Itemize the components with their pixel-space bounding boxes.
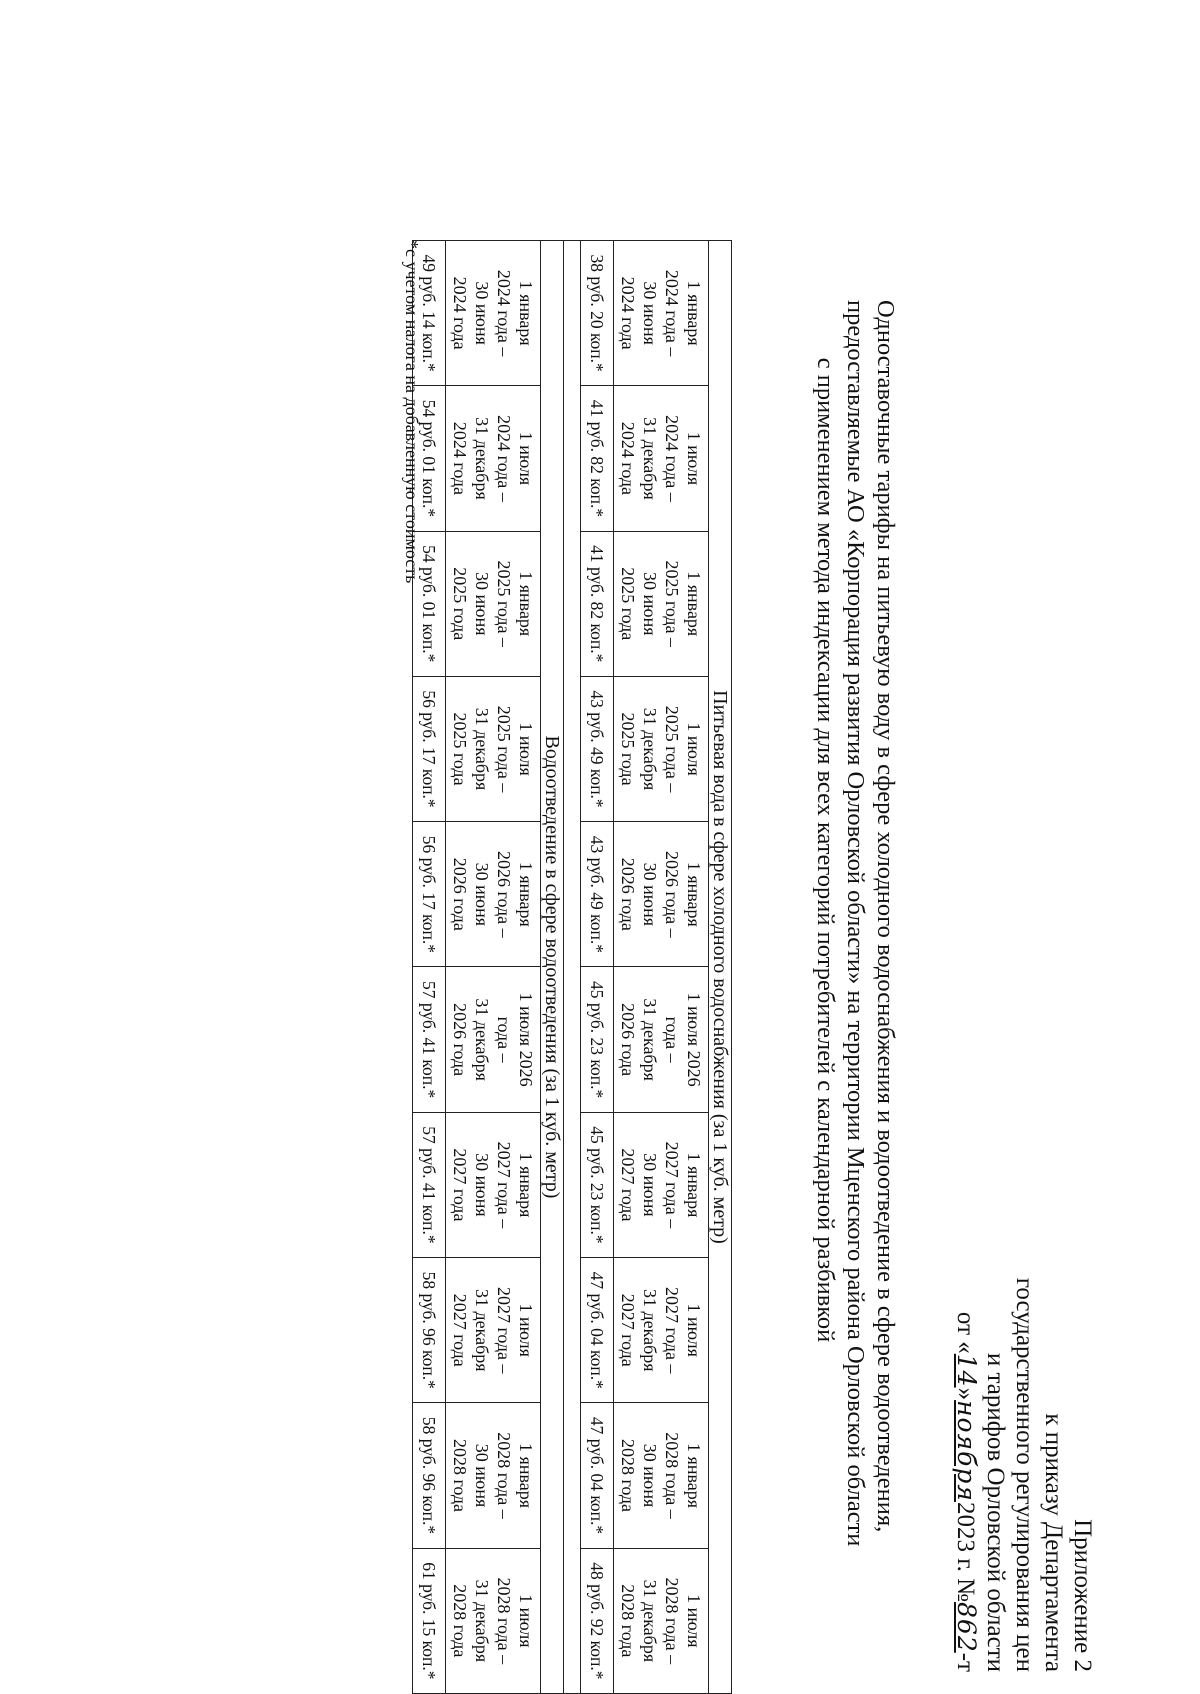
- period-line: 31 декабря: [472, 1288, 492, 1372]
- sewage-tariff-value: 56 руб. 17 коп.*: [413, 822, 446, 967]
- water-tariff-value: 43 руб. 49 коп.*: [581, 676, 614, 821]
- sewage-period-cell: [446, 531, 541, 676]
- water-tariff-value: 47 руб. 04 коп.*: [581, 1258, 614, 1403]
- period-line: 2025 года: [618, 567, 638, 641]
- order-suffix: -т: [952, 1652, 979, 1672]
- period-line: 31 декабря: [640, 707, 660, 791]
- period-line: 2025 года: [618, 712, 638, 786]
- water-tariff-value: 38 руб. 20 коп.*: [581, 241, 614, 386]
- period-line: 30 июня: [640, 281, 660, 345]
- period-line: 2025 года –: [494, 560, 514, 648]
- period-line: 31 декабря: [640, 998, 660, 1081]
- period-line: 1 июля: [516, 1303, 536, 1357]
- section-spacer-row: [564, 241, 581, 1694]
- appendix-order-ref: к приказу Департамента: [1040, 1413, 1067, 1672]
- sewage-period-cell: [446, 822, 541, 967]
- period-line: 1 января: [516, 861, 536, 927]
- period-line: 2028 года –: [494, 1577, 514, 1665]
- period-line: года –: [662, 1016, 682, 1063]
- sewage-tariff-value: 58 руб. 96 коп.*: [413, 1258, 446, 1403]
- water-period-cell: [614, 531, 709, 676]
- period-line: 30 июня: [472, 1443, 492, 1508]
- period-line: 1 января: [684, 1152, 704, 1218]
- period-line: 1 июля: [684, 431, 704, 486]
- section-spacer: [564, 241, 581, 1694]
- period-line: 1 июля: [684, 1594, 704, 1648]
- period-line: 2026 года: [618, 1003, 638, 1077]
- sewage-section-header-row: [541, 241, 564, 1694]
- period-line: 2027 года –: [662, 1141, 682, 1229]
- period-line: 2024 года: [450, 276, 470, 350]
- period-line: 2024 года –: [662, 269, 682, 357]
- period-line: 2028 года: [618, 1584, 638, 1658]
- period-line: 2024 года: [618, 276, 638, 350]
- period-line: 2025 года –: [494, 705, 514, 793]
- sewage-period-cell: [446, 1112, 541, 1257]
- sewage-tariff-value: 49 руб. 14 коп.*: [413, 241, 446, 386]
- title-line-1: Одноставочные тарифы на питьевую воду в сфере холодного водоснабжения и водоотведение в сфере водоотведения,: [872, 300, 899, 1533]
- period-line: 1 января: [516, 280, 536, 346]
- water-tariff-value: 45 руб. 23 коп.*: [581, 1112, 614, 1257]
- period-line: 2028 года –: [662, 1577, 682, 1665]
- period-line: 2026 года –: [494, 851, 514, 938]
- sewage-tariff-value: 54 руб. 01 коп.*: [413, 531, 446, 676]
- period-line: 2024 года: [618, 421, 638, 495]
- water-period-cell: [614, 1112, 709, 1257]
- period-line: 1 июля: [684, 722, 704, 776]
- period-line: 2027 года –: [662, 1286, 682, 1374]
- sewage-period-cell: [446, 241, 541, 386]
- period-line: 30 июня: [472, 281, 492, 345]
- period-line: 2026 года: [618, 857, 638, 931]
- period-line: 1 июля 2026: [516, 992, 536, 1087]
- period-line: 1 июля 2026: [684, 992, 704, 1087]
- period-line: 30 июня: [640, 862, 660, 927]
- date-month: ноября: [952, 1400, 981, 1502]
- sewage-tariff-value: 61 руб. 15 коп.*: [413, 1548, 446, 1693]
- water-period-cell: [614, 676, 709, 821]
- period-line: 2028 года –: [494, 1432, 514, 1519]
- water-period-cell: [614, 822, 709, 967]
- appendix-date-line: [951, 1072, 981, 1672]
- sewage-tariff-value: 58 руб. 96 коп.*: [413, 1403, 446, 1548]
- tariff-table: [412, 240, 732, 1694]
- period-line: 30 июня: [640, 1443, 660, 1508]
- period-line: 2027 года: [450, 1293, 470, 1367]
- period-line: 31 декабря: [472, 998, 492, 1081]
- period-line: 31 декабря: [472, 1579, 492, 1663]
- period-line: 30 июня: [472, 571, 492, 636]
- period-line: 1 июля: [684, 1303, 704, 1357]
- period-line: 1 января: [516, 571, 536, 637]
- period-line: 1 января: [516, 1152, 536, 1218]
- water-tariff-value: 47 руб. 04 коп.*: [581, 1403, 614, 1548]
- period-line: 2024 года –: [494, 415, 514, 502]
- period-line: 2027 года –: [494, 1286, 514, 1374]
- period-line: 2025 года: [450, 567, 470, 641]
- period-line: 31 декабря: [640, 1288, 660, 1372]
- period-line: 1 июля: [516, 722, 536, 776]
- period-line: 2028 года: [450, 1584, 470, 1658]
- water-period-cell: [614, 967, 709, 1112]
- sewage-tariff-value: 56 руб. 17 коп.*: [413, 676, 446, 821]
- water-period-cell: [614, 1548, 709, 1693]
- period-line: 2024 года –: [662, 415, 682, 502]
- period-line: 2025 года –: [662, 705, 682, 793]
- sewage-period-cell: [446, 1403, 541, 1548]
- sewage-section-header: Водоотведение в сфере водоотведения (за 1 куб. метр): [541, 241, 564, 1694]
- water-tariff-value: 45 руб. 23 коп.*: [581, 967, 614, 1112]
- period-line: 1 июля: [516, 431, 536, 486]
- appendix-department: государственного регулирования цен: [1011, 1277, 1038, 1672]
- period-line: 2024 года: [450, 421, 470, 495]
- water-tariff-value: 43 руб. 49 коп.*: [581, 822, 614, 967]
- period-line: 2028 года: [618, 1438, 638, 1513]
- document-title: [810, 300, 900, 1547]
- period-line: 31 декабря: [472, 707, 492, 791]
- period-line: 2025 года –: [662, 560, 682, 648]
- period-line: 31 декабря: [472, 417, 492, 500]
- period-line: 30 июня: [640, 1153, 660, 1217]
- sewage-tariff-value: 54 руб. 01 коп.*: [413, 386, 446, 531]
- sewage-period-cell: [446, 1258, 541, 1403]
- water-tariff-value: 41 руб. 82 коп.*: [581, 531, 614, 676]
- sewage-period-cell: [446, 1548, 541, 1693]
- period-line: 1 июля: [516, 1594, 536, 1648]
- water-periods-row: [614, 241, 709, 1694]
- period-line: 30 июня: [640, 571, 660, 636]
- period-line: 2027 года –: [494, 1141, 514, 1229]
- sewage-period-cell: [446, 386, 541, 531]
- period-line: 1 января: [684, 280, 704, 346]
- period-line: 2026 года: [450, 1003, 470, 1077]
- period-line: 1 января: [684, 1443, 704, 1508]
- period-line: 1 января: [516, 1443, 536, 1508]
- water-values-row: [581, 241, 614, 1694]
- water-period-cell: [614, 241, 709, 386]
- period-line: 31 декабря: [640, 417, 660, 500]
- water-period-cell: [614, 1258, 709, 1403]
- period-line: 2026 года –: [662, 851, 682, 938]
- sewage-period-cell: [446, 967, 541, 1112]
- title-line-2: предоставляемые АО «Корпорация развития Орловской области» на территории Мценского района Орловской области: [842, 300, 869, 1547]
- period-line: 1 января: [684, 861, 704, 927]
- period-line: 2028 года –: [662, 1432, 682, 1519]
- sewage-period-cell: [446, 676, 541, 821]
- water-tariff-value: 48 руб. 92 коп.*: [581, 1548, 614, 1693]
- appendix-department-cont: и тарифов Орловской области: [982, 1352, 1009, 1672]
- period-line: 2027 года: [450, 1148, 470, 1222]
- date-mid: »: [952, 1387, 979, 1401]
- water-tariff-value: 41 руб. 82 коп.*: [581, 386, 614, 531]
- sewage-tariff-value: 57 руб. 41 коп.*: [413, 1112, 446, 1257]
- sewage-tariff-value: 57 руб. 41 коп.*: [413, 967, 446, 1112]
- water-section-header: Питьевая вода в сфере холодного водоснабжения (за 1 куб. метр): [709, 241, 732, 1694]
- date-year: 2023 г. №: [952, 1501, 979, 1603]
- water-period-cell: [614, 386, 709, 531]
- appendix-header: [951, 1072, 1097, 1672]
- sewage-periods-row: [446, 241, 541, 1694]
- date-day: 14: [952, 1353, 981, 1388]
- period-line: 2024 года –: [494, 269, 514, 357]
- title-line-3: с применением метода индексации для всех категорий потребителей с календарной разбивкой: [812, 357, 839, 1343]
- period-line: 2027 года: [618, 1148, 638, 1222]
- water-section-header-row: [709, 241, 732, 1694]
- water-period-cell: [614, 1403, 709, 1548]
- period-line: 2025 года: [450, 712, 470, 786]
- date-prefix: от «: [952, 1311, 979, 1354]
- order-number: 862: [952, 1602, 981, 1653]
- period-line: года –: [494, 1016, 514, 1063]
- period-line: 30 июня: [472, 1153, 492, 1217]
- period-line: 2026 года: [450, 857, 470, 931]
- period-line: 2027 года: [618, 1293, 638, 1367]
- vat-footnote: *с учетом налога на добавленную стоимость: [402, 240, 422, 584]
- period-line: 30 июня: [472, 862, 492, 927]
- period-line: 2028 года: [450, 1438, 470, 1513]
- appendix-number: Приложение 2: [1069, 1519, 1096, 1672]
- period-line: 31 декабря: [640, 1579, 660, 1663]
- period-line: 1 января: [684, 571, 704, 637]
